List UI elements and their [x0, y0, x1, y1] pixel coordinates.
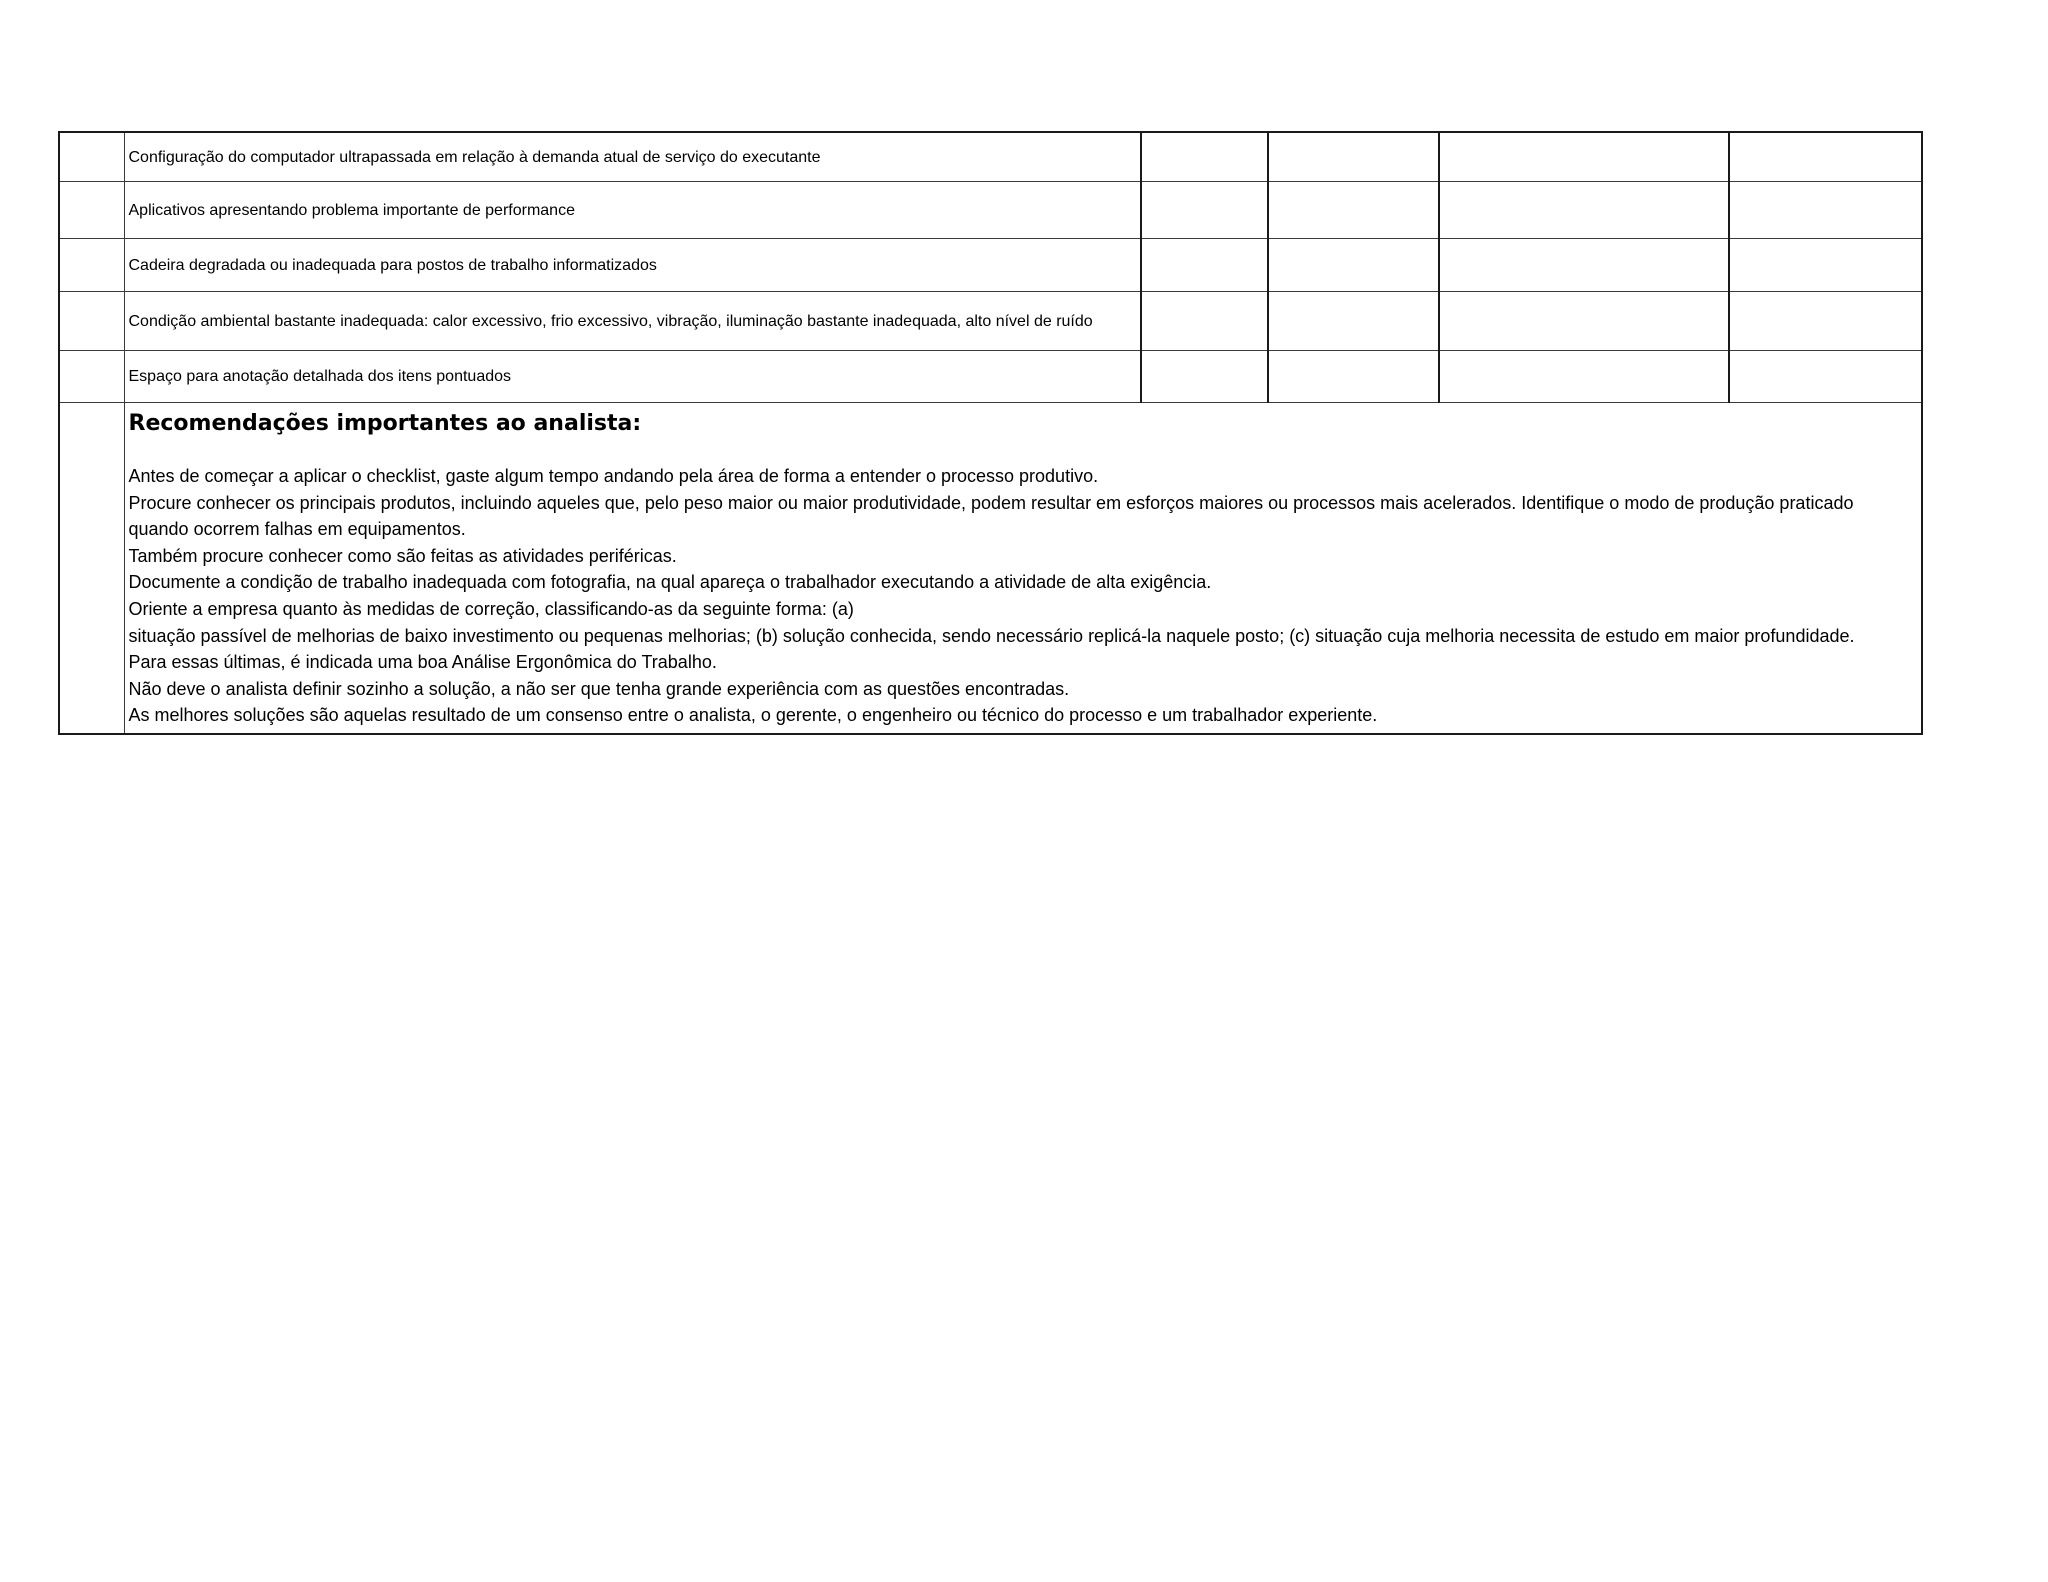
- recommendation-line: Oriente a empresa quanto às medidas de correção, classificando-as da seguinte forma: (a): [128, 598, 854, 619]
- answer-cell[interactable]: [1268, 132, 1439, 182]
- answer-cell[interactable]: [1729, 351, 1922, 403]
- row-number-cell[interactable]: [59, 239, 124, 292]
- row-number-cell[interactable]: [59, 403, 124, 734]
- answer-cell[interactable]: [1141, 239, 1268, 292]
- row-number-cell[interactable]: [59, 292, 124, 351]
- table-row: [59, 351, 1922, 403]
- recommendation-line: Antes de começar a aplicar o checklist, gaste algum tempo andando pela área de forma a entender o processo produtivo.: [128, 466, 1099, 486]
- answer-cell[interactable]: [1439, 182, 1729, 239]
- table-row: [59, 239, 1922, 292]
- recommendation-line: Também procure conhecer como são feitas as atividades periféricas.: [128, 545, 677, 566]
- checklist-table: [58, 131, 1923, 735]
- table-row: [59, 182, 1922, 239]
- recommendation-line: Para essas últimas, é indicada uma boa Análise Ergonômica do Trabalho.: [128, 652, 717, 673]
- answer-cell[interactable]: [1141, 351, 1268, 403]
- item-description: Espaço para anotação detalhada dos itens pontuados: [124, 351, 1141, 403]
- recommendation-line: Procure conhecer os principais produtos, incluindo aqueles que, pelo peso maior ou maior produtividade, podem resultar em esforços maiores ou processos mais acelerados. Identifique o modo de produção praticado quando ocorrem falhas em equipamentos.: [128, 492, 1854, 540]
- recommendation-line: As melhores soluções são aquelas resultado de um consenso entre o analista, o gerente, o engenheiro ou técnico do processo e um trabalhador experiente.: [128, 705, 1378, 726]
- answer-cell[interactable]: [1268, 239, 1439, 292]
- answer-cell[interactable]: [1268, 351, 1439, 403]
- recommendations-cell[interactable]: [124, 403, 1922, 734]
- answer-cell[interactable]: [1141, 182, 1268, 239]
- answer-cell[interactable]: [1268, 292, 1439, 351]
- row-number-cell[interactable]: [59, 132, 124, 182]
- answer-cell[interactable]: [1729, 239, 1922, 292]
- answer-cell[interactable]: [1141, 132, 1268, 182]
- answer-cell[interactable]: [1141, 292, 1268, 351]
- answer-cell[interactable]: [1439, 132, 1729, 182]
- row-number-cell[interactable]: [59, 182, 124, 239]
- row-number-cell[interactable]: [59, 351, 124, 403]
- recommendation-line: Documente a condição de trabalho inadequada com fotografia, na qual apareça o trabalhador executando a atividade de alta exigência.: [128, 572, 1212, 593]
- recommendation-line: situação passível de melhorias de baixo investimento ou pequenas melhorias; (b) solução conhecida, sendo necessário replicá-la naquele posto; (c) situação cuja melhoria necessita de estudo em maior profundidade.: [128, 625, 1855, 646]
- answer-cell[interactable]: [1268, 182, 1439, 239]
- recommendation-line: Não deve o analista definir sozinho a solução, a não ser que tenha grande experiência com as questões encontradas.: [128, 678, 1070, 699]
- item-description: Aplicativos apresentando problema importante de performance: [124, 182, 1141, 239]
- table-row: [59, 292, 1922, 351]
- table-row: [59, 132, 1922, 182]
- answer-cell[interactable]: [1439, 351, 1729, 403]
- answer-cell[interactable]: [1729, 182, 1922, 239]
- recommendations-row: [59, 403, 1922, 734]
- item-description: Cadeira degradada ou inadequada para postos de trabalho informatizados: [124, 239, 1141, 292]
- answer-cell[interactable]: [1729, 132, 1922, 182]
- answer-cell[interactable]: [1439, 292, 1729, 351]
- answer-cell[interactable]: [1729, 292, 1922, 351]
- item-description: Configuração do computador ultrapassada em relação à demanda atual de serviço do executante: [124, 132, 1141, 182]
- answer-cell[interactable]: [1439, 239, 1729, 292]
- item-description: Condição ambiental bastante inadequada: calor excessivo, frio excessivo, vibração, iluminação bastante inadequada, alto nível de ruído: [124, 292, 1141, 351]
- recommendations-title: Recomendações importantes ao analista:: [128, 411, 642, 436]
